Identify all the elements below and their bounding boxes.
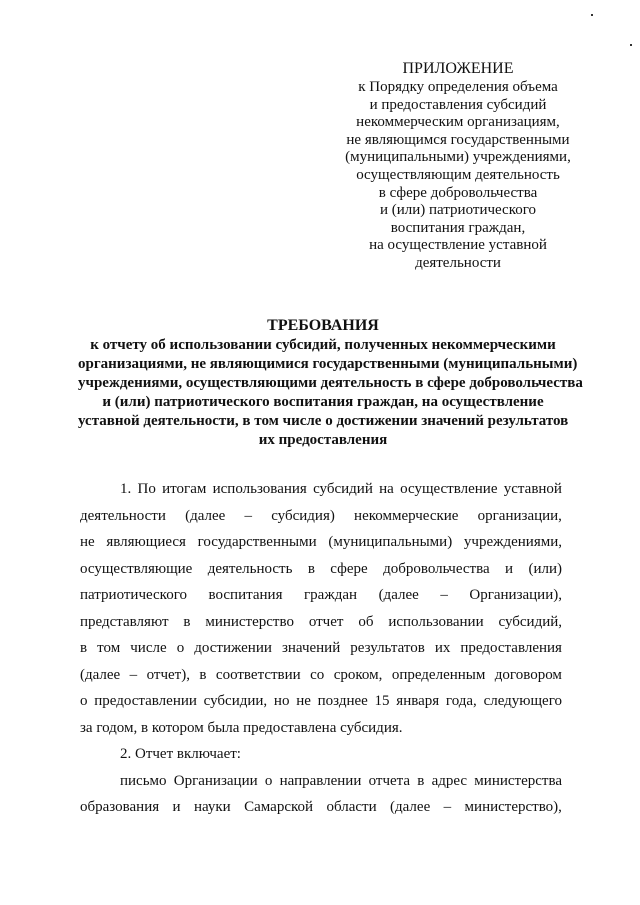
word: Самарской	[244, 799, 314, 815]
word: о	[176, 640, 185, 656]
word: сроком,	[333, 666, 383, 683]
word: осуществление	[400, 481, 498, 497]
word: на	[379, 481, 394, 497]
word: сфере	[330, 560, 368, 577]
scan-speck	[630, 44, 632, 46]
word: –	[443, 799, 452, 815]
word: субсидий	[313, 481, 373, 497]
word: министерство),	[464, 799, 562, 815]
word: письмо	[120, 772, 167, 789]
word: добровольчества	[383, 560, 490, 577]
word: позднее	[317, 693, 368, 709]
word: субсидий,	[498, 613, 562, 630]
word: в	[199, 666, 207, 683]
word: образования	[80, 799, 160, 815]
word: в	[80, 640, 88, 656]
appendix-line: на осуществление уставной	[369, 237, 547, 254]
word: науки	[193, 799, 231, 815]
appendix-line: к Порядку определения объема	[358, 79, 558, 95]
word: деятельность	[207, 560, 293, 577]
word: учреждениями,	[463, 534, 562, 550]
word: государственными	[197, 534, 317, 550]
requirements-subtitle-line: уставной деятельности, в том числе о достижении значений результатов	[78, 413, 569, 429]
word: воспитания	[208, 587, 283, 603]
paragraph-3	[80, 768, 562, 821]
word: об	[358, 613, 374, 630]
word: Организации),	[469, 587, 562, 603]
word: предоставления	[460, 640, 562, 656]
paragraph-1	[80, 476, 562, 741]
paragraph-line: 2. Отчет включает:	[120, 746, 241, 762]
paragraph-line	[80, 688, 562, 715]
word: (муниципальными)	[328, 534, 453, 550]
paragraph-line	[80, 476, 562, 503]
word: являющиеся	[106, 534, 186, 550]
word: направлении	[279, 772, 362, 789]
requirements-subtitle-line: к отчету об использовании субсидий, полученных некоммерческими	[90, 337, 556, 353]
word: 15	[374, 693, 390, 709]
word: соответствии	[215, 666, 301, 683]
paragraph-line	[80, 529, 562, 556]
word: представляют	[80, 613, 169, 630]
word: По	[137, 481, 156, 497]
appendix-line: некоммерческим организациям,	[356, 114, 560, 131]
requirements-subtitle-line: учреждениями, осуществляющими деятельность в сфере добровольчества	[78, 375, 583, 391]
word: (далее	[378, 587, 419, 603]
word: (или)	[528, 560, 562, 577]
word: отчет),	[146, 666, 190, 683]
word: года,	[445, 693, 477, 709]
paragraph-2	[80, 741, 562, 768]
requirements-title: ТРЕБОВАНИЯ	[267, 317, 379, 334]
word: Организации	[173, 772, 258, 789]
word: значений	[281, 640, 341, 656]
word: результатов	[350, 640, 425, 656]
appendix-block	[312, 60, 604, 273]
word: организации,	[477, 507, 562, 524]
word: граждан	[304, 587, 358, 603]
requirements-subtitle-line: организациями, не являющимися государственными (муниципальными)	[78, 356, 578, 372]
requirements-heading-block	[78, 316, 583, 450]
paragraph-line	[80, 768, 562, 795]
word: и	[505, 560, 514, 577]
word: том	[97, 640, 121, 656]
word: но	[273, 693, 290, 709]
word: отчета	[368, 772, 411, 789]
word: их	[434, 640, 451, 656]
word: января	[396, 693, 440, 709]
word: о	[80, 693, 88, 709]
word: субсидии,	[203, 693, 268, 709]
paragraph-line	[80, 635, 562, 662]
word: итогам	[162, 481, 207, 497]
scan-speck	[591, 14, 593, 16]
word: о	[264, 772, 273, 789]
word: осуществляющие	[80, 560, 193, 577]
word: со	[310, 666, 325, 683]
appendix-line: и (или) патриотического	[379, 202, 537, 219]
word: (далее	[80, 666, 121, 683]
word: субсидия)	[271, 507, 335, 524]
requirements-subtitle-line: и (или) патриотического воспитания граждан, на осуществление	[102, 394, 544, 410]
word: определенным	[391, 666, 486, 683]
word: адрес	[431, 772, 468, 789]
word: –	[244, 507, 252, 524]
word: числе	[130, 640, 167, 656]
word: патриотического	[80, 587, 187, 603]
word: в	[307, 560, 315, 577]
word: некоммерческие	[354, 507, 459, 524]
word: 1.	[120, 481, 132, 497]
word: и	[172, 799, 181, 815]
paragraph-line	[80, 503, 562, 530]
appendix-line: деятельности	[415, 254, 501, 271]
word: (далее	[390, 799, 431, 815]
appendix-line: не являющимся государственными	[346, 131, 570, 148]
word: деятельности	[80, 507, 166, 524]
paragraph-line: за годом, в котором была предоставлена субсидия.	[80, 719, 403, 736]
paragraph-line	[80, 582, 562, 609]
word: не	[296, 693, 311, 709]
appendix-line: и предоставления субсидий	[369, 96, 547, 113]
word: использования	[212, 481, 307, 497]
appendix-line: (муниципальными) учреждениями,	[345, 149, 571, 166]
word: –	[129, 666, 138, 683]
word: в	[183, 613, 191, 630]
word: достижении	[194, 640, 272, 656]
word: министерства	[474, 772, 562, 789]
word: –	[440, 587, 448, 603]
word: использовании	[388, 613, 484, 630]
appendix-line: воспитания граждан,	[390, 219, 526, 236]
word: министерство	[205, 613, 294, 630]
word: следующего	[483, 693, 562, 709]
word: не	[80, 534, 95, 550]
word: уставной	[503, 481, 562, 497]
word: в	[417, 772, 425, 789]
word: области	[326, 799, 377, 815]
word: (далее	[185, 507, 226, 524]
paragraph-line	[80, 794, 562, 821]
word: договором	[494, 666, 562, 683]
appendix-line: осуществляющим деятельность	[356, 166, 560, 183]
requirements-subtitle-line: их предоставления	[258, 432, 388, 448]
word: предоставлении	[94, 693, 197, 709]
paragraph-line	[80, 609, 562, 636]
paragraph-line	[80, 662, 562, 689]
paragraph-line	[80, 556, 562, 583]
appendix-line: в сфере добровольчества	[378, 184, 538, 201]
appendix-heading: ПРИЛОЖЕНИЕ	[402, 60, 514, 77]
document-body	[80, 476, 562, 821]
word: отчет	[308, 613, 344, 630]
